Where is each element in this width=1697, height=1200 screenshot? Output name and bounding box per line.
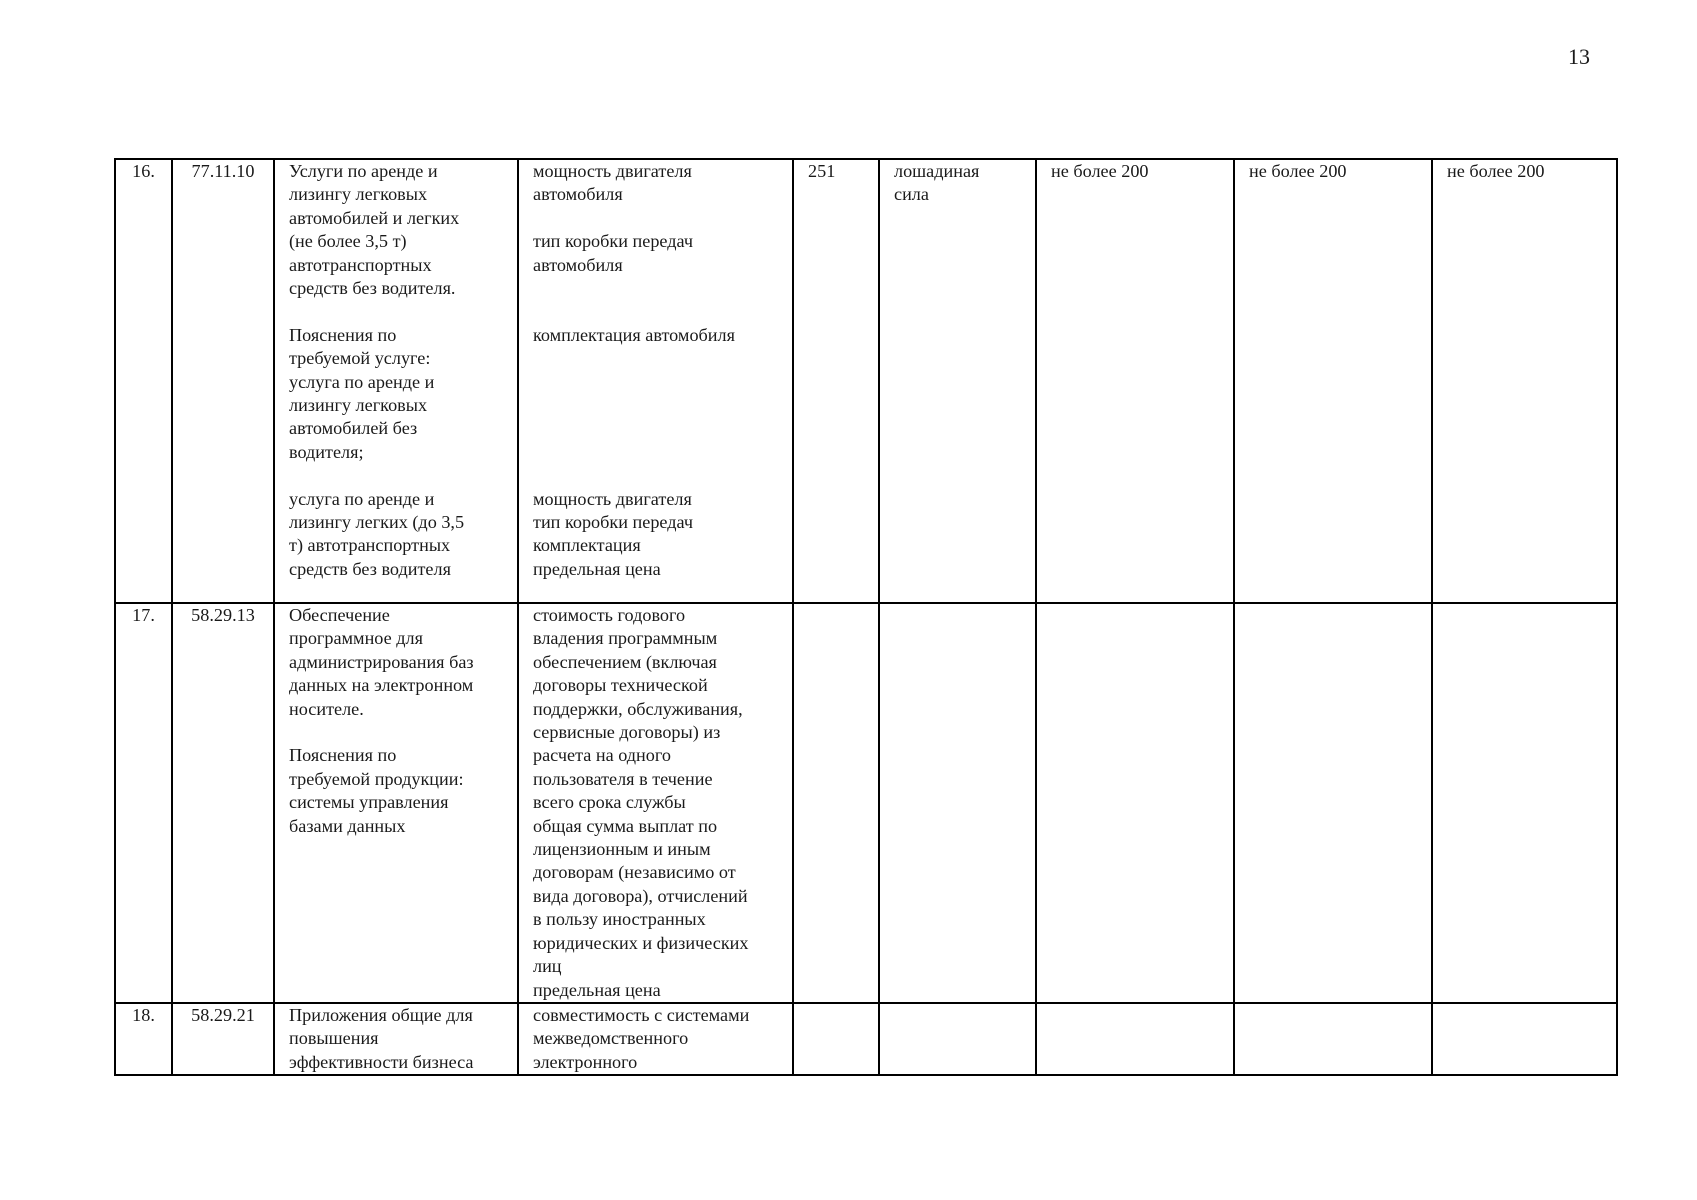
- text-line: владения программным: [533, 628, 718, 649]
- text-line: лизингу легковых: [289, 395, 428, 416]
- text-line: [533, 207, 778, 230]
- text-line: пользователя в течение: [533, 768, 713, 789]
- text-line: общая сумма выплат по: [533, 815, 718, 836]
- text-line: [533, 300, 778, 323]
- text-line: совместимость с системами: [533, 1005, 750, 1025]
- text-line: базами данных: [289, 815, 406, 836]
- text-line: требуемой продукции:: [289, 768, 464, 789]
- text-line: предельная цена: [533, 558, 661, 579]
- text-line: автомобилей и легких: [289, 207, 460, 228]
- text-line: сила: [894, 184, 929, 205]
- text-line: Пояснения по: [289, 745, 397, 766]
- value-cell: [1432, 603, 1617, 1003]
- okei-code: [793, 603, 879, 1003]
- text-line: договоры технической: [533, 675, 708, 696]
- text-line: автомобилей без: [289, 418, 418, 439]
- table-row: [115, 603, 1617, 1003]
- text-line: Обеспечение: [289, 605, 390, 625]
- text-line: лизингу легковых: [289, 184, 428, 205]
- table-row: [115, 159, 1617, 603]
- text-line: в пользу иностранных: [533, 909, 706, 930]
- value-cell: [1432, 1003, 1617, 1075]
- text-line: администрирования баз: [289, 651, 474, 672]
- text-line: лизингу легких (до 3,5: [289, 512, 465, 533]
- text-line: повышения: [289, 1028, 379, 1049]
- item-name-cell: [274, 159, 518, 603]
- text-line: водителя;: [289, 441, 364, 462]
- text-line: электронного: [533, 1051, 638, 1072]
- text-line: вида договора), отчислений: [533, 885, 748, 906]
- text-line: [533, 277, 778, 300]
- table-row: [115, 1003, 1617, 1075]
- okpd2-code: 58.29.21: [172, 1003, 274, 1075]
- text-line: мощность двигателя: [533, 161, 692, 181]
- text-line: [289, 300, 503, 323]
- okpd2-code: 77.11.10: [172, 159, 274, 603]
- text-line: стоимость годового: [533, 605, 686, 625]
- specification-table: [114, 158, 1618, 1076]
- text-line: [533, 371, 778, 394]
- text-line: программное для: [289, 628, 423, 649]
- text-line: сервисные договоры) из: [533, 722, 721, 743]
- text-line: автотранспортных: [289, 254, 432, 275]
- text-line: носителе.: [289, 698, 364, 719]
- text-line: комплектация: [533, 535, 641, 556]
- row-number: 17.: [115, 603, 172, 1003]
- text-line: лицензионным и иным: [533, 839, 711, 860]
- text-line: Пояснения по: [289, 324, 397, 345]
- text-line: обеспечением (включая: [533, 651, 717, 672]
- text-line: системы управления: [289, 792, 449, 813]
- text-line: поддержки, обслуживания,: [533, 698, 743, 719]
- text-line: тип коробки передач: [533, 511, 694, 532]
- item-name-cell: [274, 603, 518, 1003]
- text-line: Приложения общие для: [289, 1005, 473, 1025]
- value-cell: [1036, 1003, 1234, 1075]
- value-cell: [1234, 1003, 1432, 1075]
- value-cell: не более 200: [1036, 159, 1234, 603]
- characteristics-cell: [518, 603, 793, 1003]
- text-line: [289, 464, 503, 487]
- text-line: эффективности бизнеса: [289, 1051, 474, 1072]
- row-number: 18.: [115, 1003, 172, 1075]
- characteristics-cell: [518, 1003, 793, 1075]
- value-cell: не более 200: [1234, 159, 1432, 603]
- text-line: договорам (независимо от: [533, 862, 736, 883]
- text-line: [533, 394, 778, 417]
- text-line: [533, 417, 778, 440]
- okei-code: [793, 1003, 879, 1075]
- text-line: юридических и физических: [533, 932, 749, 953]
- okei-code: 251: [793, 159, 879, 603]
- text-line: автомобиля: [533, 184, 623, 205]
- unit-name-cell: [879, 159, 1036, 603]
- text-line: т) автотранспортных: [289, 535, 451, 556]
- item-name-cell: [274, 1003, 518, 1075]
- text-line: средств без водителя.: [289, 278, 456, 299]
- unit-name-cell: [879, 603, 1036, 1003]
- text-line: лиц: [533, 956, 562, 977]
- characteristics-cell: [518, 159, 793, 603]
- text-line: (не более 3,5 т): [289, 231, 407, 252]
- text-line: автомобиля: [533, 254, 623, 275]
- text-line: расчета на одного: [533, 745, 671, 766]
- text-line: предельная цена: [533, 979, 661, 1000]
- unit-name-cell: [879, 1003, 1036, 1075]
- text-line: тип коробки передач: [533, 231, 694, 252]
- value-cell: [1036, 603, 1234, 1003]
- value-cell: не более 200: [1432, 159, 1617, 603]
- text-line: услуга по аренде и: [289, 488, 435, 509]
- text-line: требуемой услуге:: [289, 348, 431, 369]
- text-line: всего срока службы: [533, 792, 686, 813]
- text-line: [533, 441, 778, 464]
- text-line: [289, 721, 503, 744]
- text-line: лошадиная: [894, 161, 980, 181]
- page-number: 13: [1568, 44, 1590, 69]
- text-line: межведомственного: [533, 1028, 689, 1049]
- text-line: средств без водителя: [289, 558, 451, 579]
- text-line: комплектация автомобиля: [533, 324, 735, 345]
- row-number: 16.: [115, 159, 172, 603]
- text-line: [533, 464, 778, 487]
- text-line: мощность двигателя: [533, 488, 692, 509]
- text-line: услуга по аренде и: [289, 371, 435, 392]
- text-line: Услуги по аренде и: [289, 161, 438, 181]
- value-cell: [1234, 603, 1432, 1003]
- text-line: [533, 347, 778, 370]
- okpd2-code: 58.29.13: [172, 603, 274, 1003]
- text-line: данных на электронном: [289, 675, 474, 696]
